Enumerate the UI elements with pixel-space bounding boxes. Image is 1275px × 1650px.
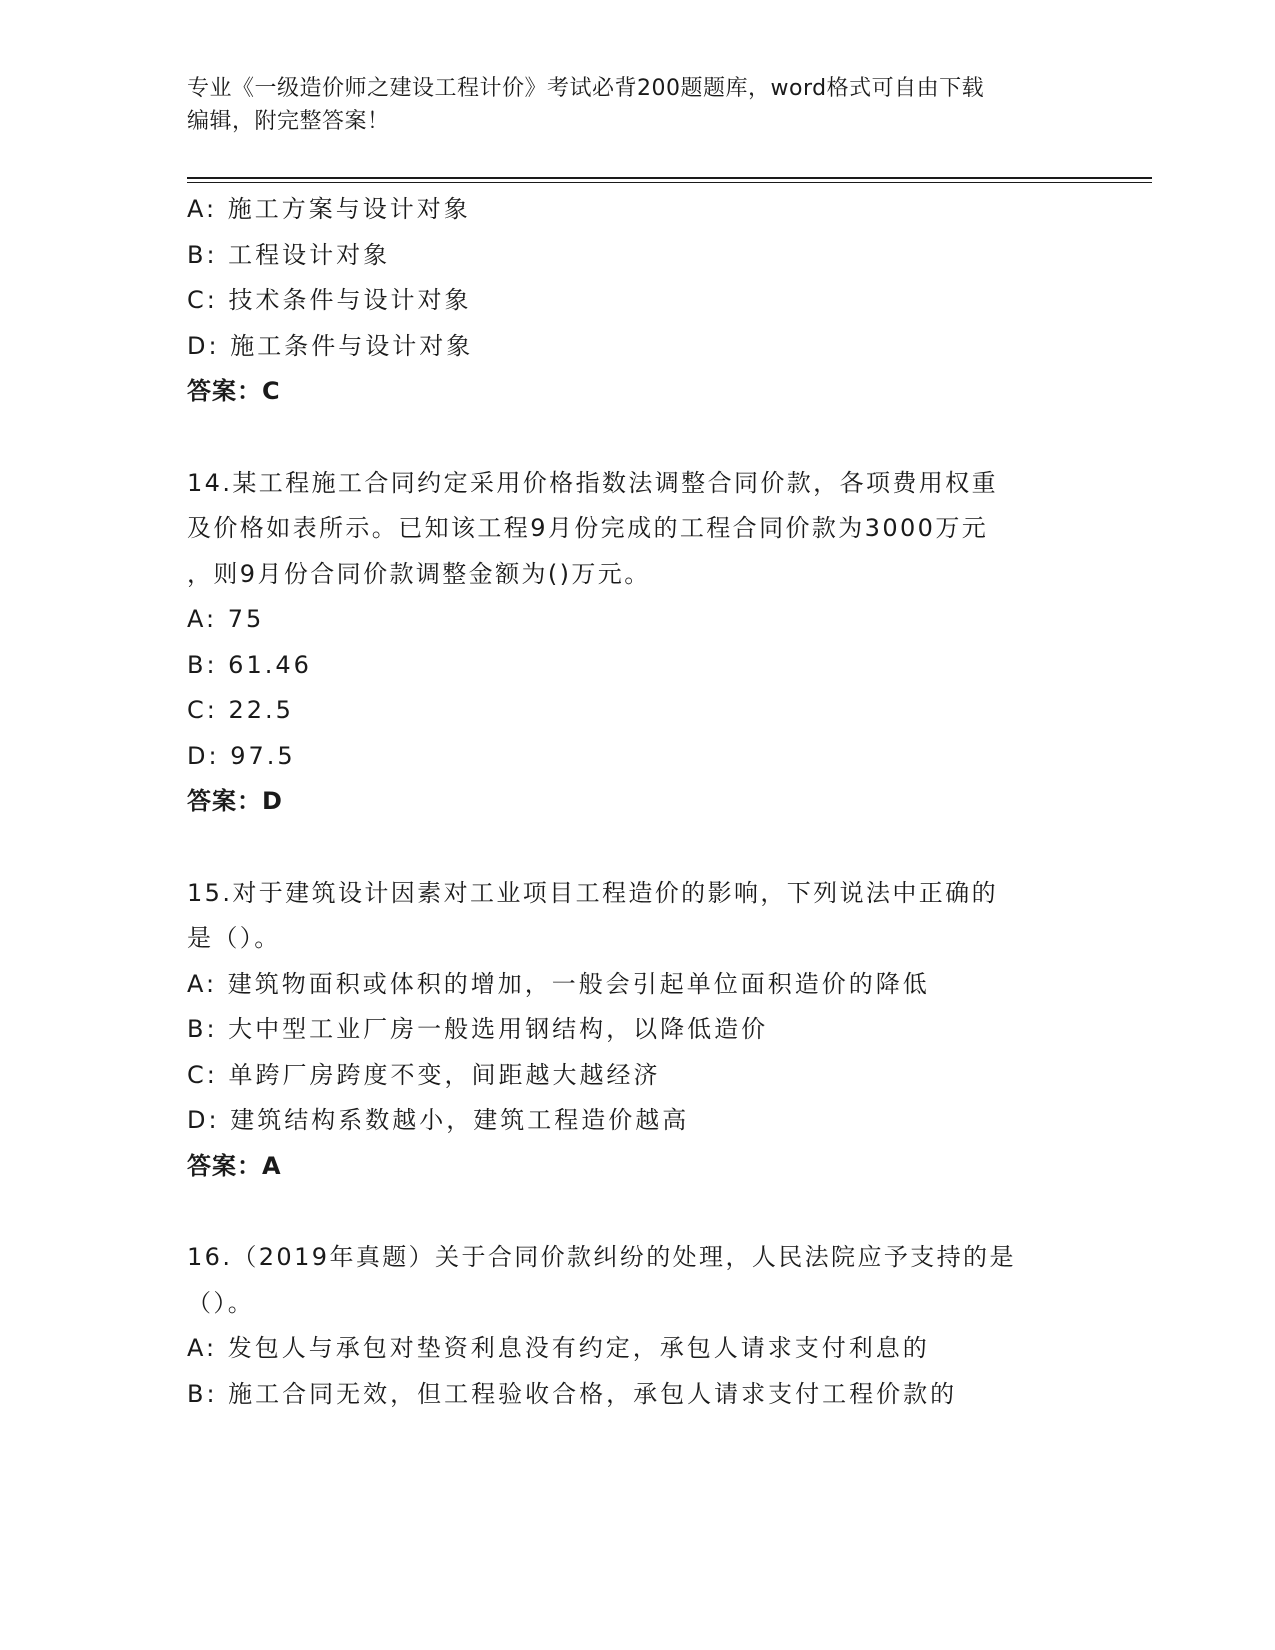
option-a: A: 75 — [187, 605, 265, 633]
question-line: 14.某工程施工合同约定采用价格指数法调整合同价款，各项费用权重 — [187, 468, 998, 497]
spacer — [187, 415, 1087, 461]
header-divider-thick — [187, 177, 1152, 179]
question-line: 是（）。 — [187, 924, 281, 952]
answer: 答案：A — [187, 1151, 282, 1180]
question-block-15 — [187, 871, 1087, 1190]
spacer — [187, 825, 1087, 871]
option-a: A: 发包人与承包对垫资利息没有约定，承包人请求支付利息的 — [187, 1334, 930, 1362]
option-c: C: 单跨厂房跨度不变，间距越大越经济 — [187, 1060, 661, 1089]
question-line: ，则9月份合同价款调整金额为()万元。 — [187, 559, 651, 588]
question-text — [187, 871, 1087, 962]
option-c: C: 22.5 — [187, 696, 294, 724]
option-b: B: 大中型工业厂房一般选用钢结构，以降低造价 — [187, 1015, 769, 1043]
question-text — [187, 461, 1087, 598]
option-a: A: 建筑物面积或体积的增加，一般会引起单位面积造价的降低 — [187, 969, 930, 998]
document-header — [187, 72, 1067, 138]
option-a: A: 施工方案与设计对象 — [187, 195, 471, 223]
question-list — [187, 187, 1087, 1417]
option-c: C: 技术条件与设计对象 — [187, 286, 472, 314]
answer: 答案：C — [187, 377, 281, 405]
option-d: D: 97.5 — [187, 741, 296, 770]
option-b: B: 61.46 — [187, 650, 312, 679]
option-b: B: 施工合同无效，但工程验收合格，承包人请求支付工程价款的 — [187, 1379, 958, 1408]
question-block-16 — [187, 1235, 1087, 1417]
header-divider-thin — [187, 182, 1152, 183]
header-line-2: 编辑，附完整答案！ — [187, 109, 390, 134]
question-text — [187, 1235, 1087, 1326]
question-block-13 — [187, 187, 1087, 415]
header-line-1: 专业《一级造价师之建设工程计价》考试必背200题题库，word格式可自由下载 — [187, 76, 985, 101]
option-d: D: 施工条件与设计对象 — [187, 331, 474, 360]
question-line: （）。 — [187, 1288, 255, 1317]
question-block-14 — [187, 461, 1087, 825]
spacer — [187, 1189, 1087, 1235]
question-line: 及价格如表所示。已知该工程9月份完成的工程合同价款为3000万元 — [187, 514, 989, 542]
question-line: 15.对于建筑设计因素对工业项目工程造价的影响，下列说法中正确的 — [187, 878, 998, 907]
option-b: B: 工程设计对象 — [187, 240, 391, 269]
answer: 答案：D — [187, 787, 283, 815]
option-d: D: 建筑结构系数越小，建筑工程造价越高 — [187, 1106, 690, 1134]
question-line: 16.（2019年真题）关于合同价款纠纷的处理，人民法院应予支持的是 — [187, 1243, 1016, 1271]
